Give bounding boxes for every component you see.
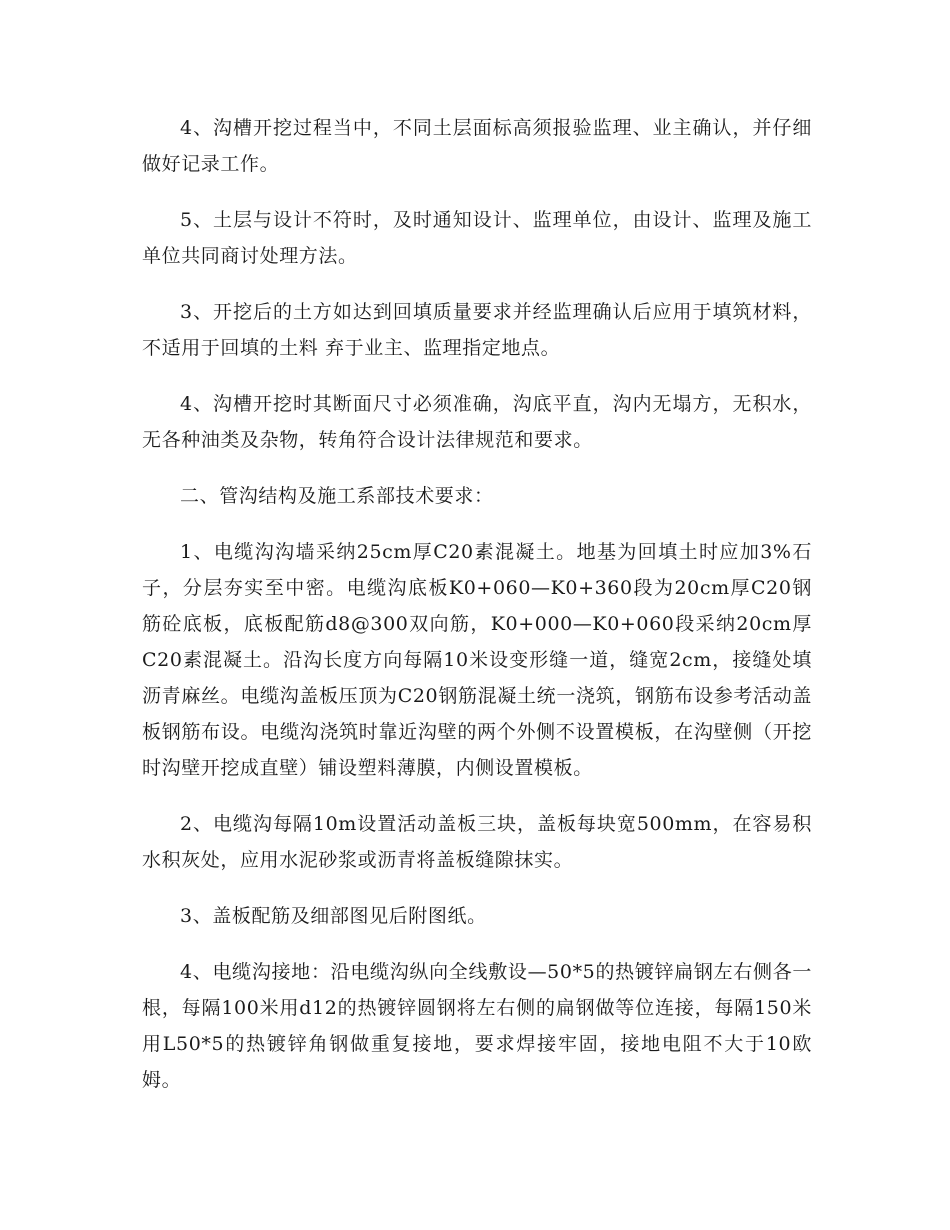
paragraph-trench-dimensions: 4、沟槽开挖时其断面尺寸必须准确，沟底平直，沟内无塌方，无积水，无各种油类及杂物，转角符合设计法律规范和要求。	[142, 393, 812, 451]
section-heading-structure: 二、管沟结构及施工系部技术要求：	[180, 485, 494, 507]
paragraph-backfill-material: 3、开挖后的土方如达到回填质量要求并经监理确认后应用于填筑材料，不适用于回填的土料 弃于业主、监理指定地点。	[142, 301, 812, 359]
paragraph-grounding: 4、电缆沟接地：沿电缆沟纵向全线敷设—50*5的热镀锌扁钢左右侧各一根，每隔100米用d12的热镀锌圆钢将左右侧的扁钢做等位连接，每隔150米用L50*5的热镀锌角钢做重复接地，要求焊接牢固，接地电阻不大于10欧姆。	[142, 961, 812, 1091]
document-body	[142, 110, 812, 1118]
paragraph-cover-plates: 2、电缆沟每隔10m设置活动盖板三块，盖板每块宽500mm，在容易积水积灰处，应用水泥砂浆或沥青将盖板缝隙抹实。	[142, 813, 812, 871]
paragraph-reinforcement-drawings: 3、盖板配筋及细部图见后附图纸。	[180, 905, 487, 927]
paragraph-cable-trench-wall: 1、电缆沟沟墙采纳25cm厚C20素混凝土。地基为回填土时应加3%石子，分层夯实至中密。电缆沟底板K0+060—K0+360段为20cm厚C20钢筋砼底板，底板配筋d8@300双向筋，K0+000—K0+060段采纳20cm厚C20素混凝土。沿沟长度方向每隔10米设变形缝一道，缝宽2cm，接缝处填沥青麻丝。电缆沟盖板压顶为C20钢筋混凝土统一浇筑，钢筋布设参考活动盖板钢筋布设。电缆沟浇筑时靠近沟壁的两个外侧不设置模板，在沟壁侧（开挖时沟壁开挖成直壁）铺设塑料薄膜，内侧设置模板。	[142, 541, 812, 779]
paragraph-soil-mismatch: 5、土层与设计不符时，及时通知设计、监理单位，由设计、监理及施工单位共同商讨处理方法。	[142, 209, 812, 267]
paragraph-trench-inspection: 4、沟槽开挖过程当中，不同土层面标高须报验监理、业主确认，并仔细做好记录工作。	[142, 117, 812, 175]
